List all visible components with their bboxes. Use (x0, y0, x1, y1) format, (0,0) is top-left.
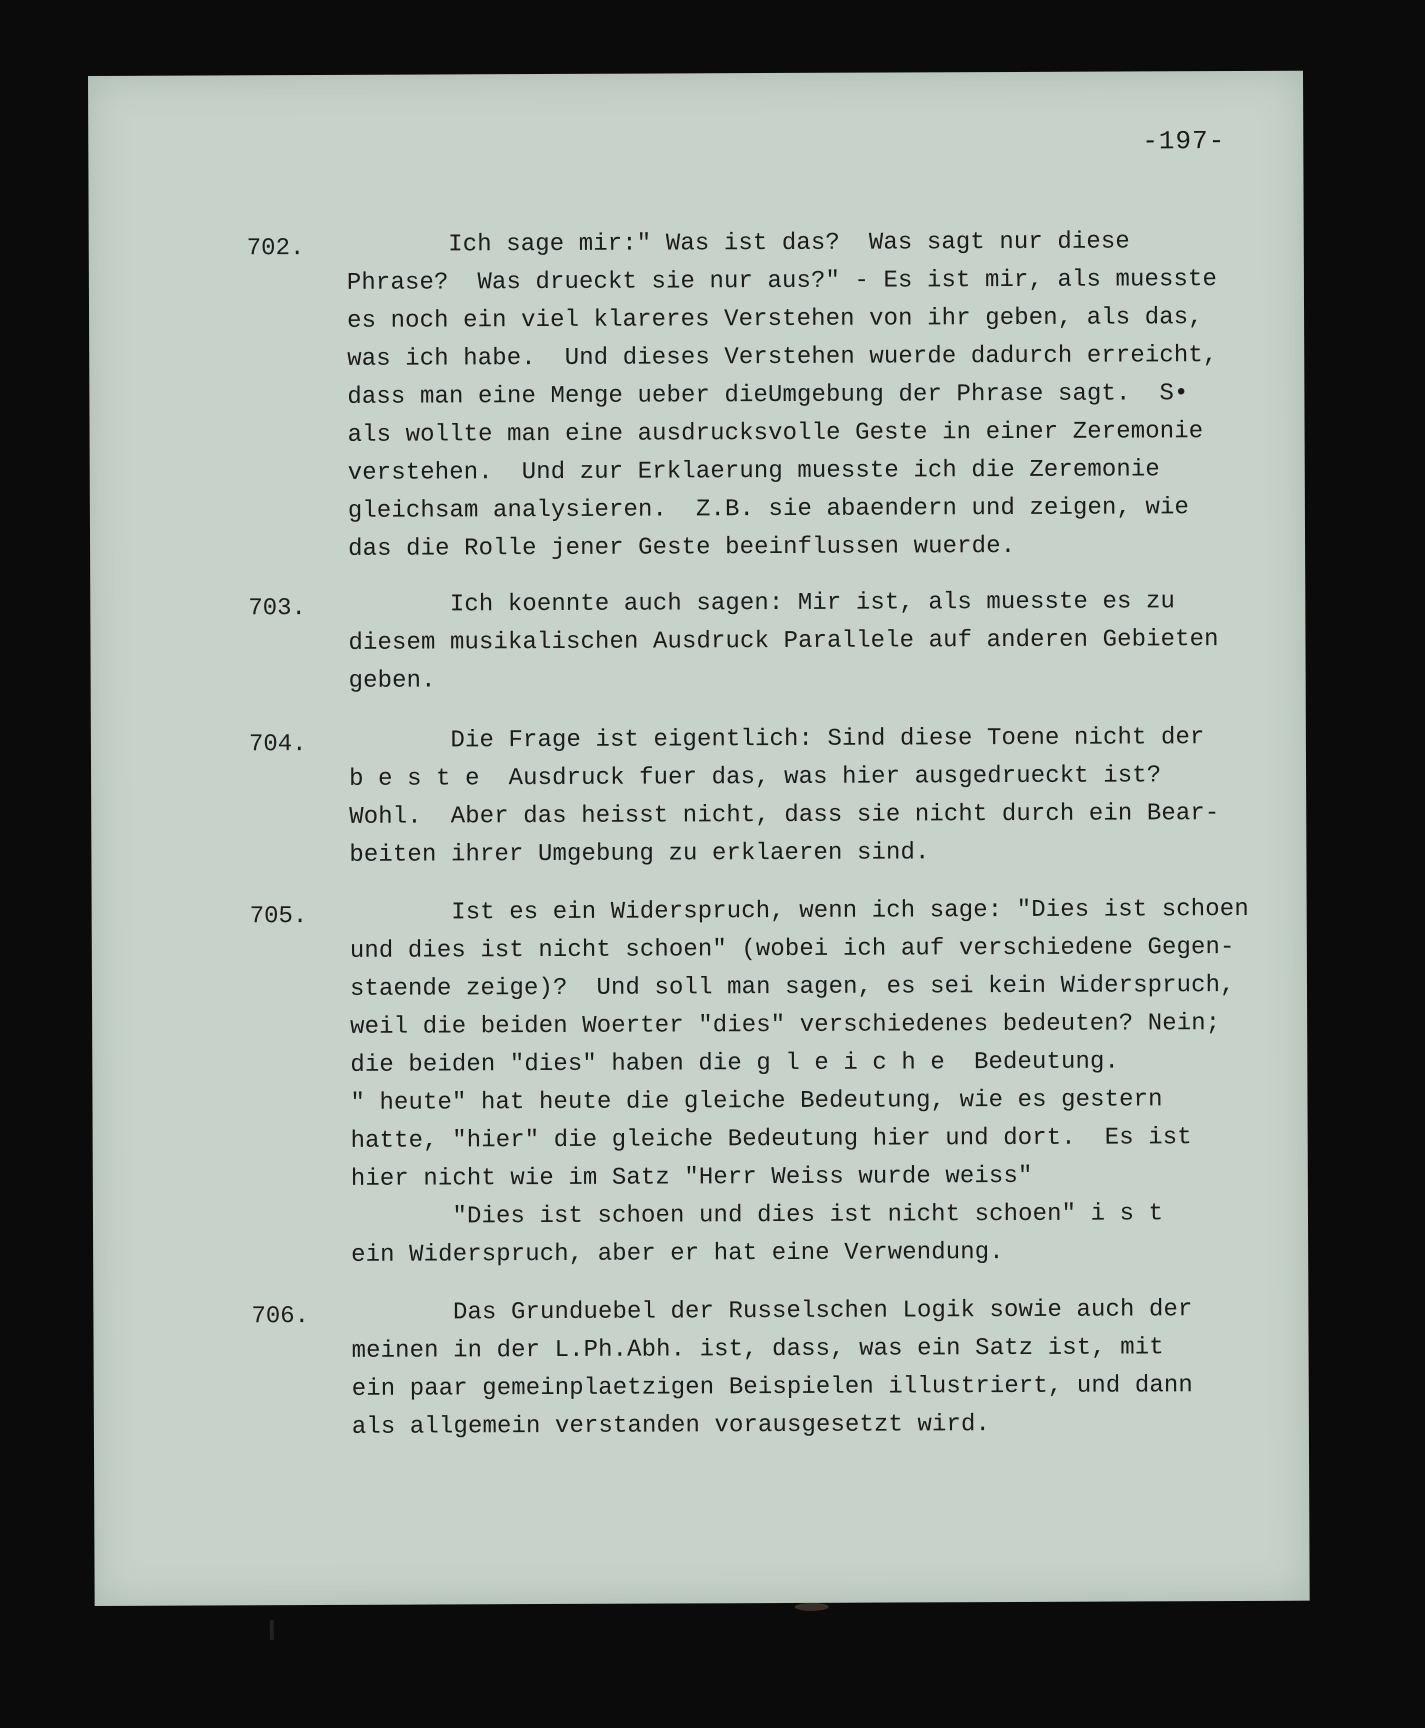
margin-mark (270, 1620, 274, 1640)
remark-number: 706. (251, 1303, 310, 1331)
ink-blot (795, 1603, 829, 1611)
text-line: "Dies ist schoen und dies ist nicht schoen" i s t (350, 1200, 1164, 1231)
page-number: -197- (1142, 126, 1226, 157)
text-line: " heute" hat heute die gleiche Bedeutung, wie es gestern (350, 1086, 1163, 1117)
remark-number: 702. (246, 235, 305, 263)
text-line: weil die beiden Woerter "dies" verschiedenes bedeuten? Nein; (350, 1010, 1221, 1041)
text-line: dass man eine Menge ueber dieUmgebung der Phrase sagt. S• (347, 380, 1189, 411)
text-line: was ich habe. Und dieses Verstehen wuerde dadurch erreicht, (347, 342, 1218, 373)
remark-number: 703. (248, 595, 306, 623)
text-line: meinen in der L.Ph.Abh. ist, dass, was ein Satz ist, mit (351, 1334, 1164, 1365)
remark-706 (93, 1296, 1308, 1441)
text-line: ein paar gemeinplaetzigen Beispielen illustriert, und dann (351, 1372, 1193, 1403)
text-line: b e s t e Ausdruck fuer das, was hier ausgedrueckt ist? (349, 762, 1162, 793)
text-line: beiten ihrer Umgebung zu erklaeren sind. (349, 839, 930, 869)
typescript-page (88, 71, 1310, 1606)
text-line: die beiden "dies" haben die g l e i c h e Bedeutung. (350, 1048, 1119, 1079)
text-line: staende zeige)? Und soll man sagen, es sei kein Widerspruch, (349, 972, 1235, 1003)
text-line: Ich sage mir:" Was ist das? Was sagt nur diese (346, 228, 1130, 259)
text-line: diesem musikalischen Ausdruck Parallele auf anderen Gebieten (348, 626, 1219, 657)
remark-number: 705. (249, 903, 308, 931)
text-line: Ich koennte auch sagen: Mir ist, als muesste es zu (348, 588, 1176, 619)
text-line: als wollte man eine ausdrucksvolle Geste in einer Zeremonie (347, 418, 1204, 449)
text-line: und dies ist nicht schoen" (wobei ich auf verschiedene Gegen- (349, 934, 1235, 965)
text-line: verstehen. Und zur Erklaerung muesste ich die Zeremonie (347, 456, 1160, 487)
text-line: gleichsam analysieren. Z.B. sie abaendern und zeigen, wie (347, 494, 1190, 525)
text-line: Das Grunduebel der Russelschen Logik sowie auch der (351, 1296, 1193, 1327)
text-line: hier nicht wie im Satz "Herr Weiss wurde weiss" (350, 1162, 1033, 1193)
remark-704 (91, 724, 1306, 869)
text-line: Phrase? Was drueckt sie nur aus?" - Es ist mir, als muesste (346, 266, 1218, 297)
remark-702 (89, 228, 1304, 563)
text-line: Ist es ein Widerspruch, wenn ich sage: "Dies ist schoen (349, 895, 1249, 927)
text-line: hatte, "hier" die gleiche Bedeutung hier und dort. Es ist (350, 1124, 1192, 1155)
text-line: es noch ein viel klareres Verstehen von ihr geben, als das, (347, 304, 1203, 335)
text-line: ein Widerspruch, aber er hat eine Verwendung. (351, 1239, 1004, 1269)
text-line: Wohl. Aber das heisst nicht, dass sie nicht durch ein Bear- (349, 800, 1220, 831)
remark-703 (90, 588, 1305, 695)
text-line: das die Rolle jener Geste beeinflussen wuerde. (348, 532, 1016, 563)
remark-number: 704. (248, 731, 307, 759)
text-line: als allgemein verstanden vorausgesetzt wird. (351, 1411, 991, 1441)
remark-705 (92, 895, 1307, 1269)
text-line: Die Frage ist eigentlich: Sind diese Toene nicht der (348, 724, 1205, 755)
text-line: geben. (348, 667, 436, 695)
